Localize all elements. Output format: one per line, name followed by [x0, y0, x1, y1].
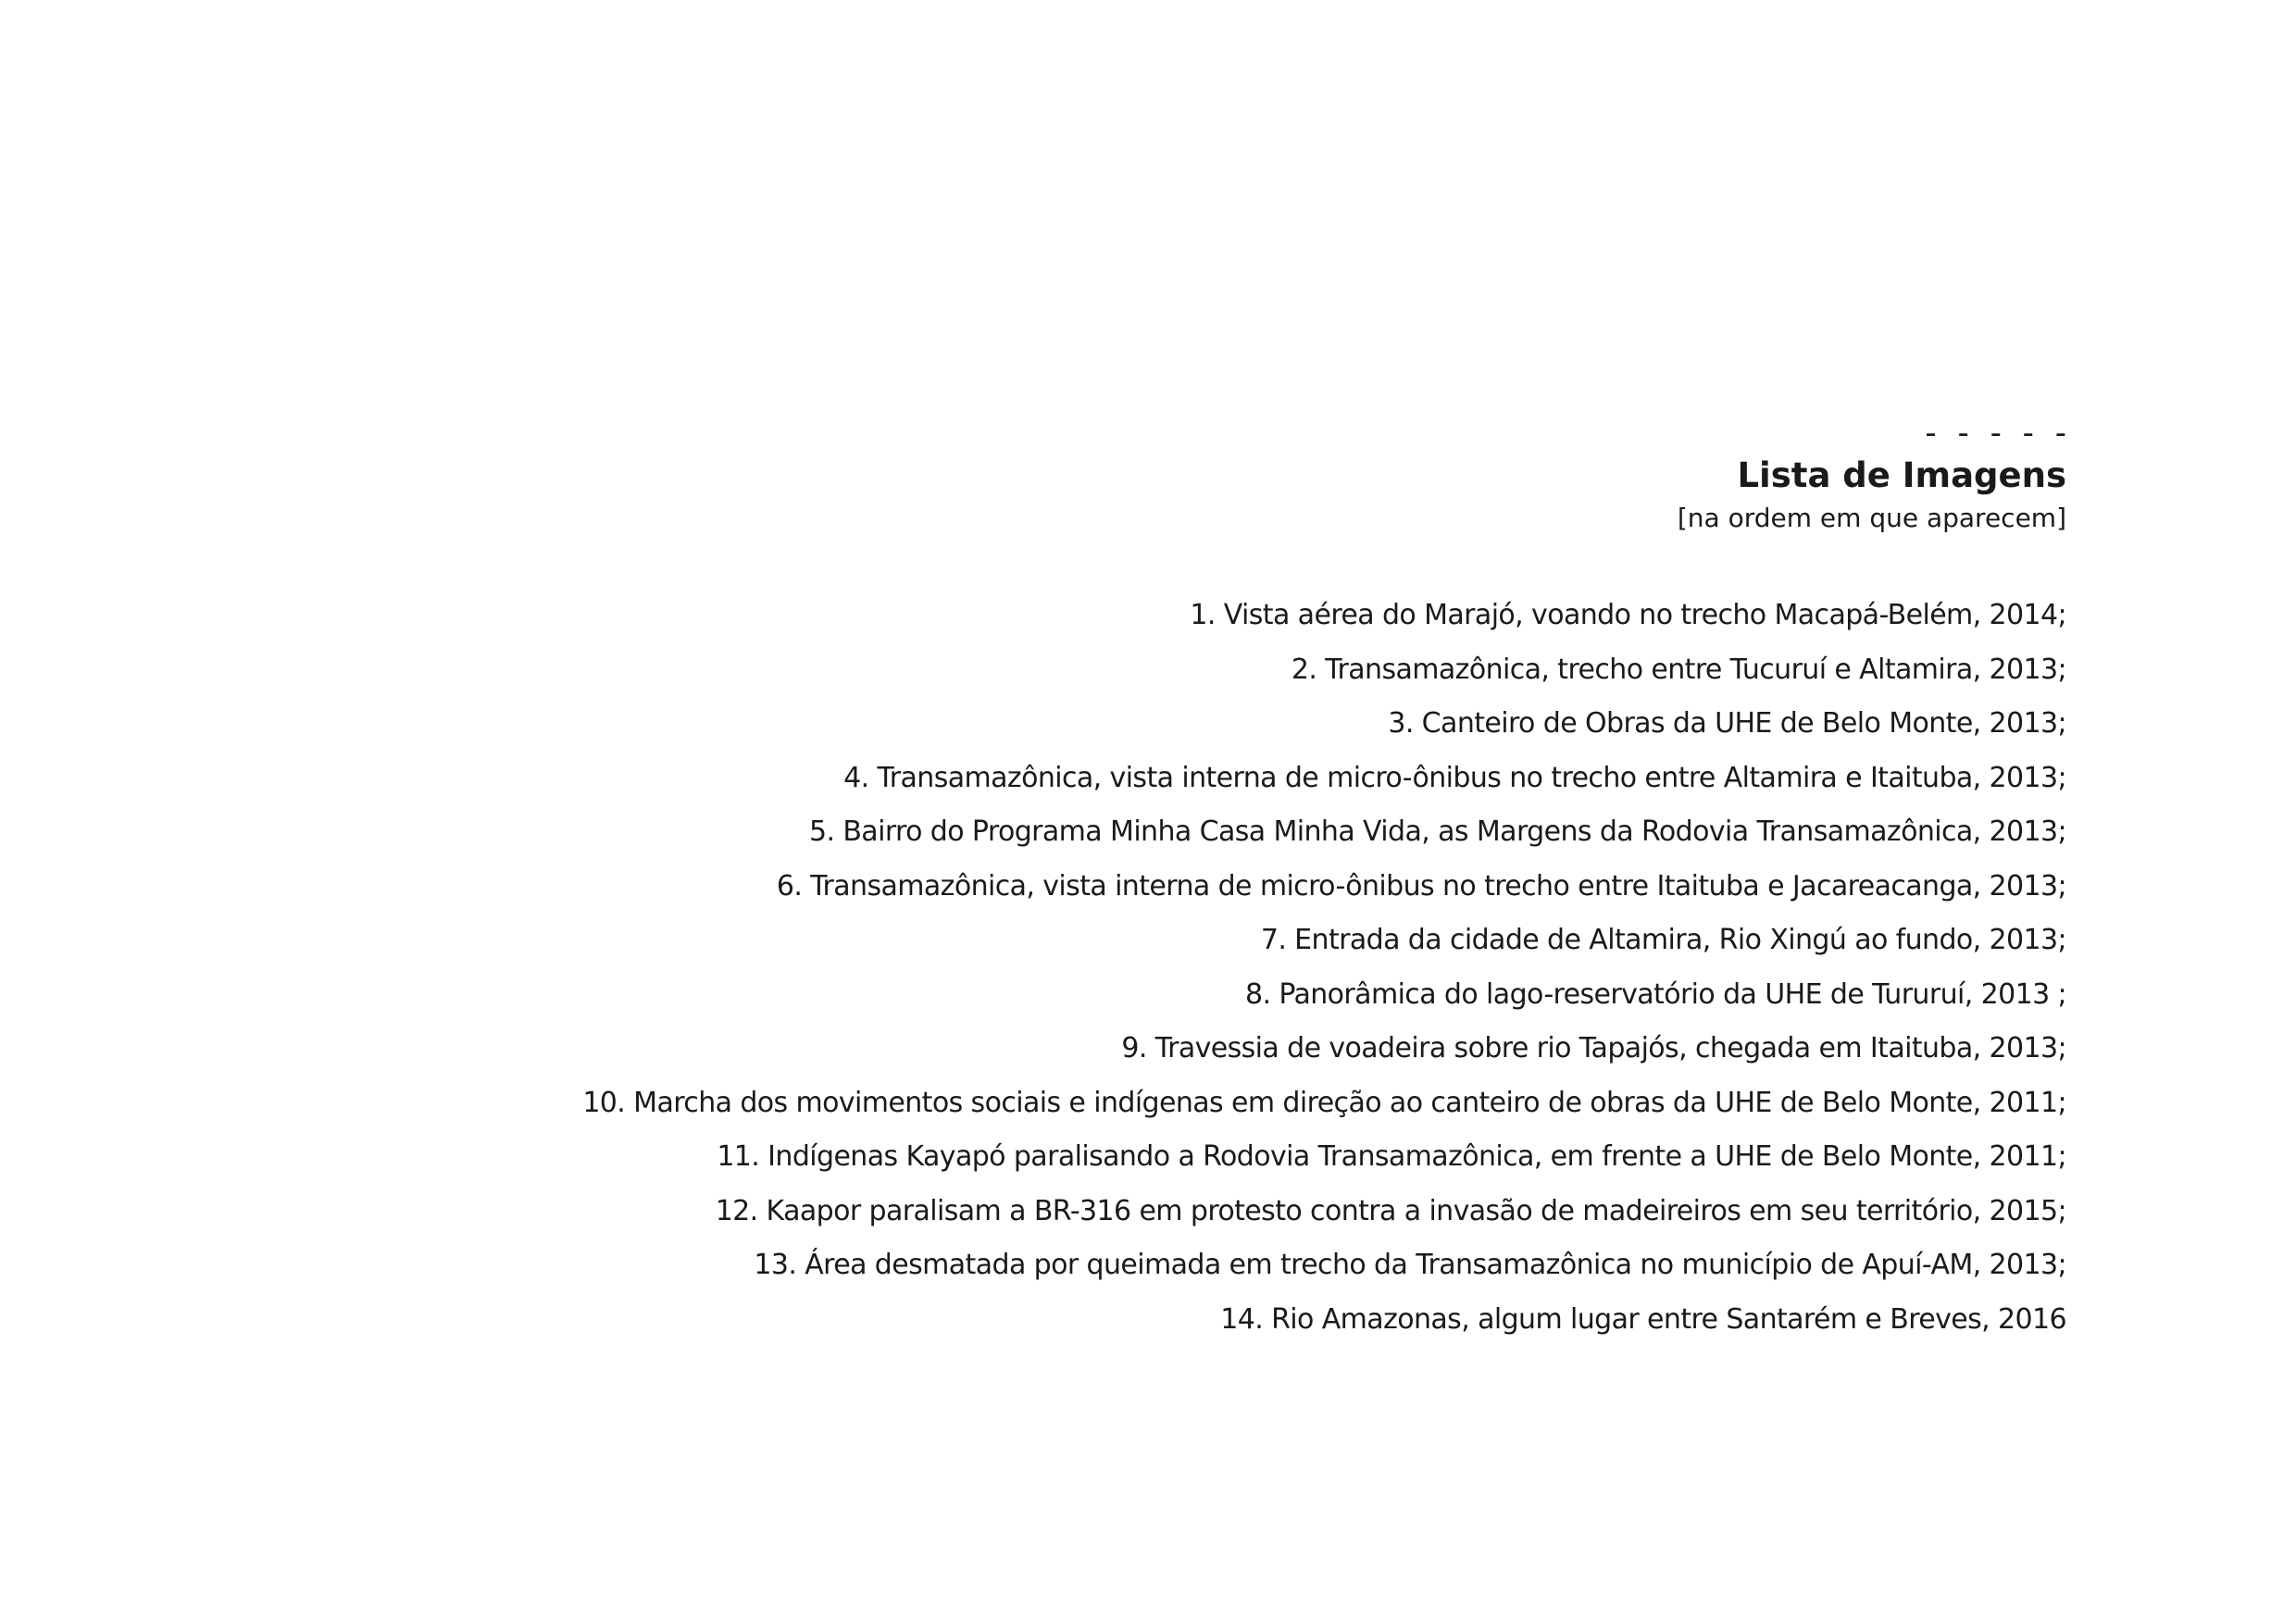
list-item: 4. Transamazônica, vista interna de micro-ônibus no trecho entre Altamira e Itaituba, 2013; — [843, 761, 2066, 794]
list-item: 13. Área desmatada por queimada em trecho da Transamazônica no município de Apuí-AM, 2013; — [754, 1249, 2066, 1281]
image-list — [582, 589, 2066, 1347]
list-item: 1. Vista aérea do Marajó, voando no trecho Macapá-Belém, 2014; — [1190, 599, 2066, 631]
list-item: 3. Canteiro de Obras da UHE de Belo Monte, 2013; — [1388, 707, 2066, 740]
page-title: Lista de Imagens — [1737, 455, 2066, 495]
dashed-divider: - - - - - — [1925, 415, 2072, 452]
list-item: 5. Bairro do Programa Minha Casa Minha Vida, as Margens da Rodovia Transamazônica, 2013; — [808, 815, 2066, 848]
list-item: 14. Rio Amazonas, algum lugar entre Santarém e Breves, 2016 — [1220, 1302, 2066, 1336]
list-item: 10. Marcha dos movimentos sociais e indígenas em direção ao canteiro de obras da UHE de Belo Monte, 2011; — [582, 1086, 2066, 1119]
image-list-section — [582, 415, 2072, 1347]
list-item: 6. Transamazônica, vista interna de micro-ônibus no trecho entre Itaituba e Jacareacanga, 2013; — [776, 869, 2066, 902]
list-item: 12. Kaapor paralisam a BR-316 em protesto contra a invasão de madeireiros em seu território, 2015; — [715, 1194, 2066, 1227]
list-item: 2. Transamazônica, trecho entre Tucuruí e Altamira, 2013; — [1291, 653, 2066, 686]
list-item: 9. Travessia de voadeira sobre rio Tapajós, chegada em Itaituba, 2013; — [1121, 1032, 2066, 1064]
list-item: 11. Indígenas Kayapó paralisando a Rodovia Transamazônica, em frente a UHE de Belo Monte, 2011; — [717, 1140, 2066, 1173]
page-subtitle: [na ordem em que aparecem] — [1677, 503, 2066, 533]
list-item: 7. Entrada da cidade de Altamira, Rio Xingú ao fundo, 2013; — [1260, 924, 2066, 956]
list-item: 8. Panorâmica do lago-reservatório da UHE de Tururuí, 2013 ; — [1244, 977, 2066, 1011]
